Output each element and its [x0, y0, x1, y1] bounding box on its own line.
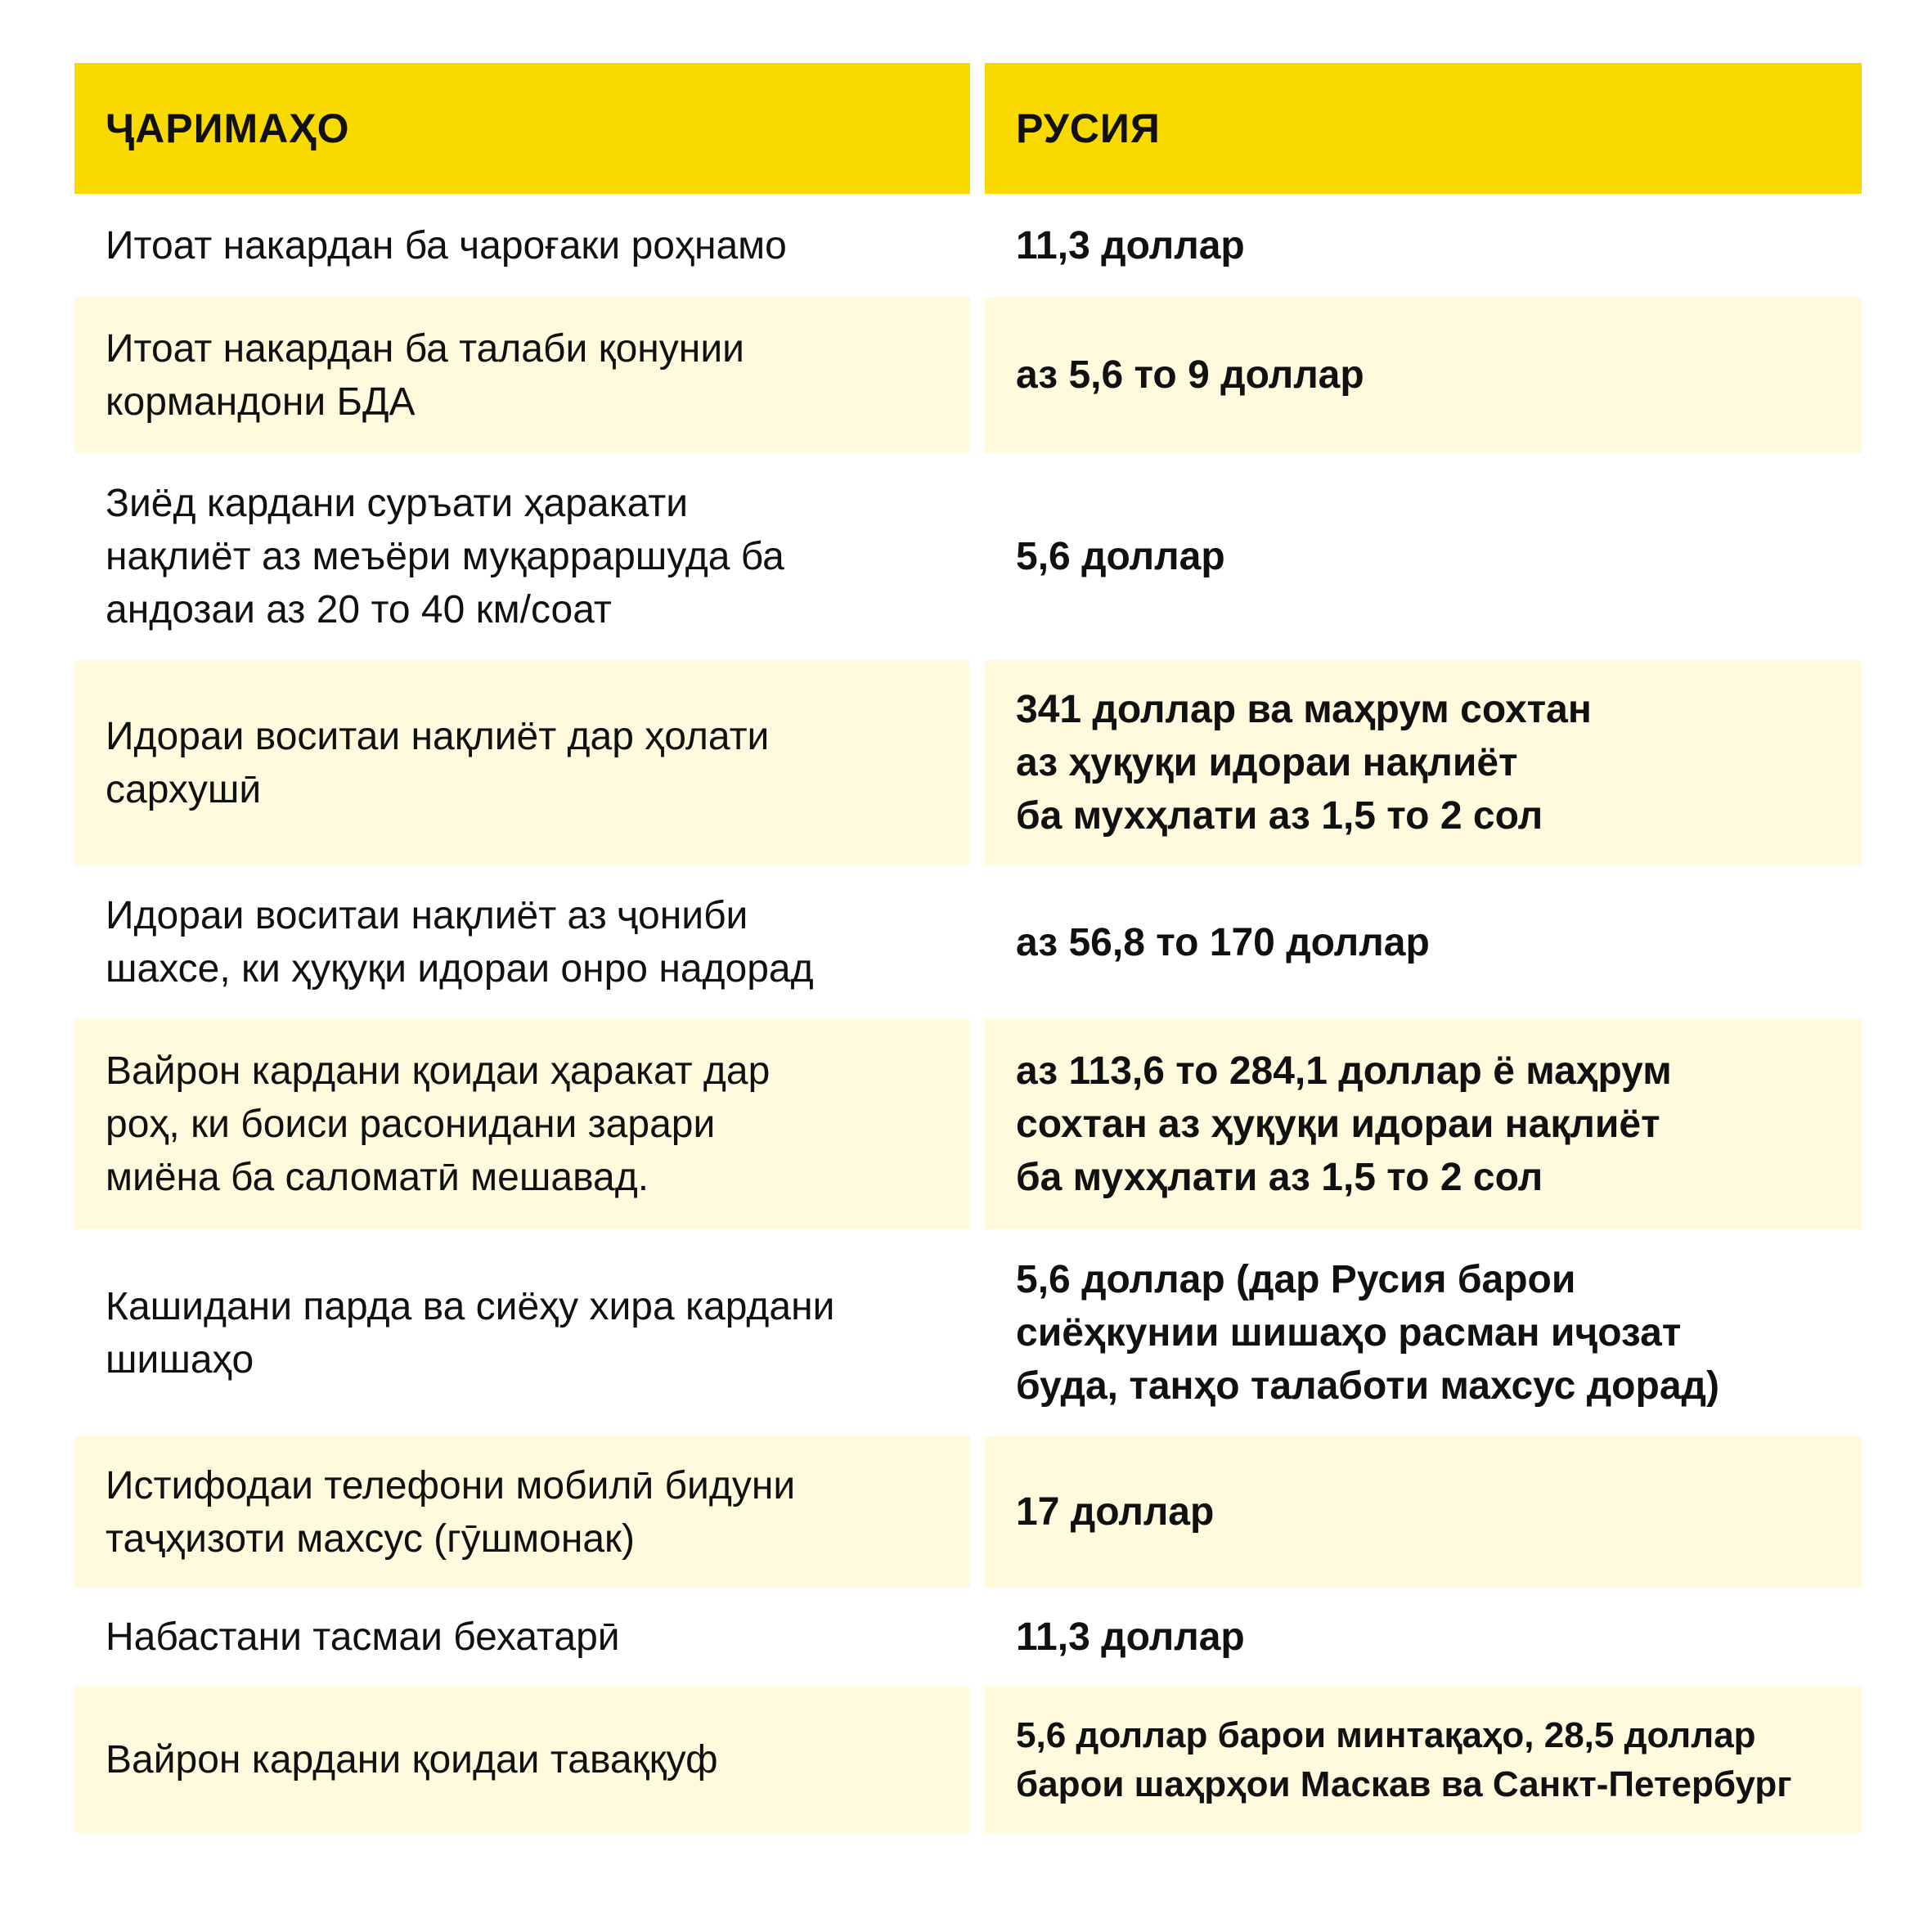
violation-text: Истифодаи телефони мобилӣ бидуни таҷҳизоти махсус (гӯшмонак): [106, 1463, 796, 1561]
header-russia: [985, 63, 1862, 194]
violation-text: Идораи воситаи нақлиёт дар ҳолати сархушӣ: [106, 714, 770, 811]
russia-fine-cell: [985, 1019, 1862, 1229]
violation-text: Зиёд кардани суръати ҳаракати нақлиёт аз меъёри муқарраршуда ба андозаи аз 20 то 40 км/соат: [106, 482, 784, 631]
russia-fine-text: аз 56,8 то 170 доллар: [1016, 920, 1430, 964]
russia-fine-cell: [985, 1588, 1862, 1687]
violation-cell: [74, 865, 970, 1019]
header-fines: [74, 63, 970, 194]
violation-cell: [74, 1687, 970, 1833]
table-row: [74, 1436, 1862, 1588]
violation-cell: [74, 297, 970, 453]
russia-fine-cell: [985, 660, 1862, 865]
russia-fine-cell: [985, 297, 1862, 453]
table-row: [74, 194, 1862, 297]
violation-text: Набастани тасмаи бехатарӣ: [106, 1615, 620, 1659]
violation-text: Кашидани парда ва сиёҳу хира кардани шишаҳо: [106, 1284, 835, 1382]
table-row: [74, 865, 1862, 1019]
header-fines-label: ҶАРИМАҲО: [106, 105, 350, 151]
russia-fine-text: 11,3 доллар: [1016, 223, 1245, 267]
table-row: [74, 1229, 1862, 1436]
violation-cell: [74, 1588, 970, 1687]
violation-cell: [74, 1229, 970, 1436]
russia-fine-cell: [985, 1229, 1862, 1436]
violation-text: Итоат накардан ба чароғаки роҳнамо: [106, 223, 787, 267]
russia-fine-text: 5,6 доллар: [1016, 535, 1225, 578]
violation-cell: [74, 453, 970, 660]
russia-fine-text: 5,6 доллар (дар Русия барои сиёҳкунии шишаҳо расман иҷозат буда, танҳо талаботи махсус дорад): [1016, 1258, 1719, 1408]
violation-text: Итоат накардан ба талаби қонунии кормандони БДА: [106, 326, 744, 424]
russia-fine-cell: [985, 865, 1862, 1019]
fines-table: [74, 63, 1862, 1833]
table-header: [74, 63, 1862, 194]
russia-fine-cell: [985, 453, 1862, 660]
russia-fine-text: 17 доллар: [1016, 1490, 1215, 1534]
violation-cell: [74, 660, 970, 865]
violation-cell: [74, 1019, 970, 1229]
violation-cell: [74, 1436, 970, 1588]
russia-fine-text: 341 доллар ва маҳрум сохтан аз ҳуқуқи идораи нақлиёт ба мухҳлати аз 1,5 то 2 сол: [1016, 688, 1592, 838]
violation-text: Вайрон кардани қоидаи таваққуф: [106, 1738, 718, 1781]
table-row: [74, 453, 1862, 660]
russia-fine-cell: [985, 1687, 1862, 1833]
violation-text: Вайрон кардани қоидаи ҳаракат дар роҳ, ки боиси расонидани зарари миёна ба саломатӣ мешавад.: [106, 1049, 771, 1199]
russia-fine-text: аз 5,6 то 9 доллар: [1016, 353, 1364, 397]
table-row: [74, 660, 1862, 865]
table-row: [74, 1019, 1862, 1229]
table-row: [74, 297, 1862, 453]
violation-text: Идораи воситаи нақлиёт аз ҷониби шахсе, ки ҳуқуқи идораи онро надорад: [106, 894, 814, 991]
violation-cell: [74, 194, 970, 297]
table-row: [74, 1687, 1862, 1833]
russia-fine-text: аз 113,6 то 284,1 доллар ё маҳрум сохтан аз ҳуқуқи идораи нақлиёт ба мухҳлати аз 1,5 то 2 сол: [1016, 1049, 1672, 1199]
russia-fine-text: 11,3 доллар: [1016, 1615, 1245, 1659]
russia-fine-cell: [985, 194, 1862, 297]
russia-fine-cell: [985, 1436, 1862, 1588]
header-russia-label: РУСИЯ: [1016, 105, 1161, 151]
table-row: [74, 1588, 1862, 1687]
russia-fine-text: 5,6 доллар барои минтақаҳо, 28,5 доллар барои шаҳрҳои Маскав ва Санкт-Петербург: [1016, 1714, 1792, 1804]
